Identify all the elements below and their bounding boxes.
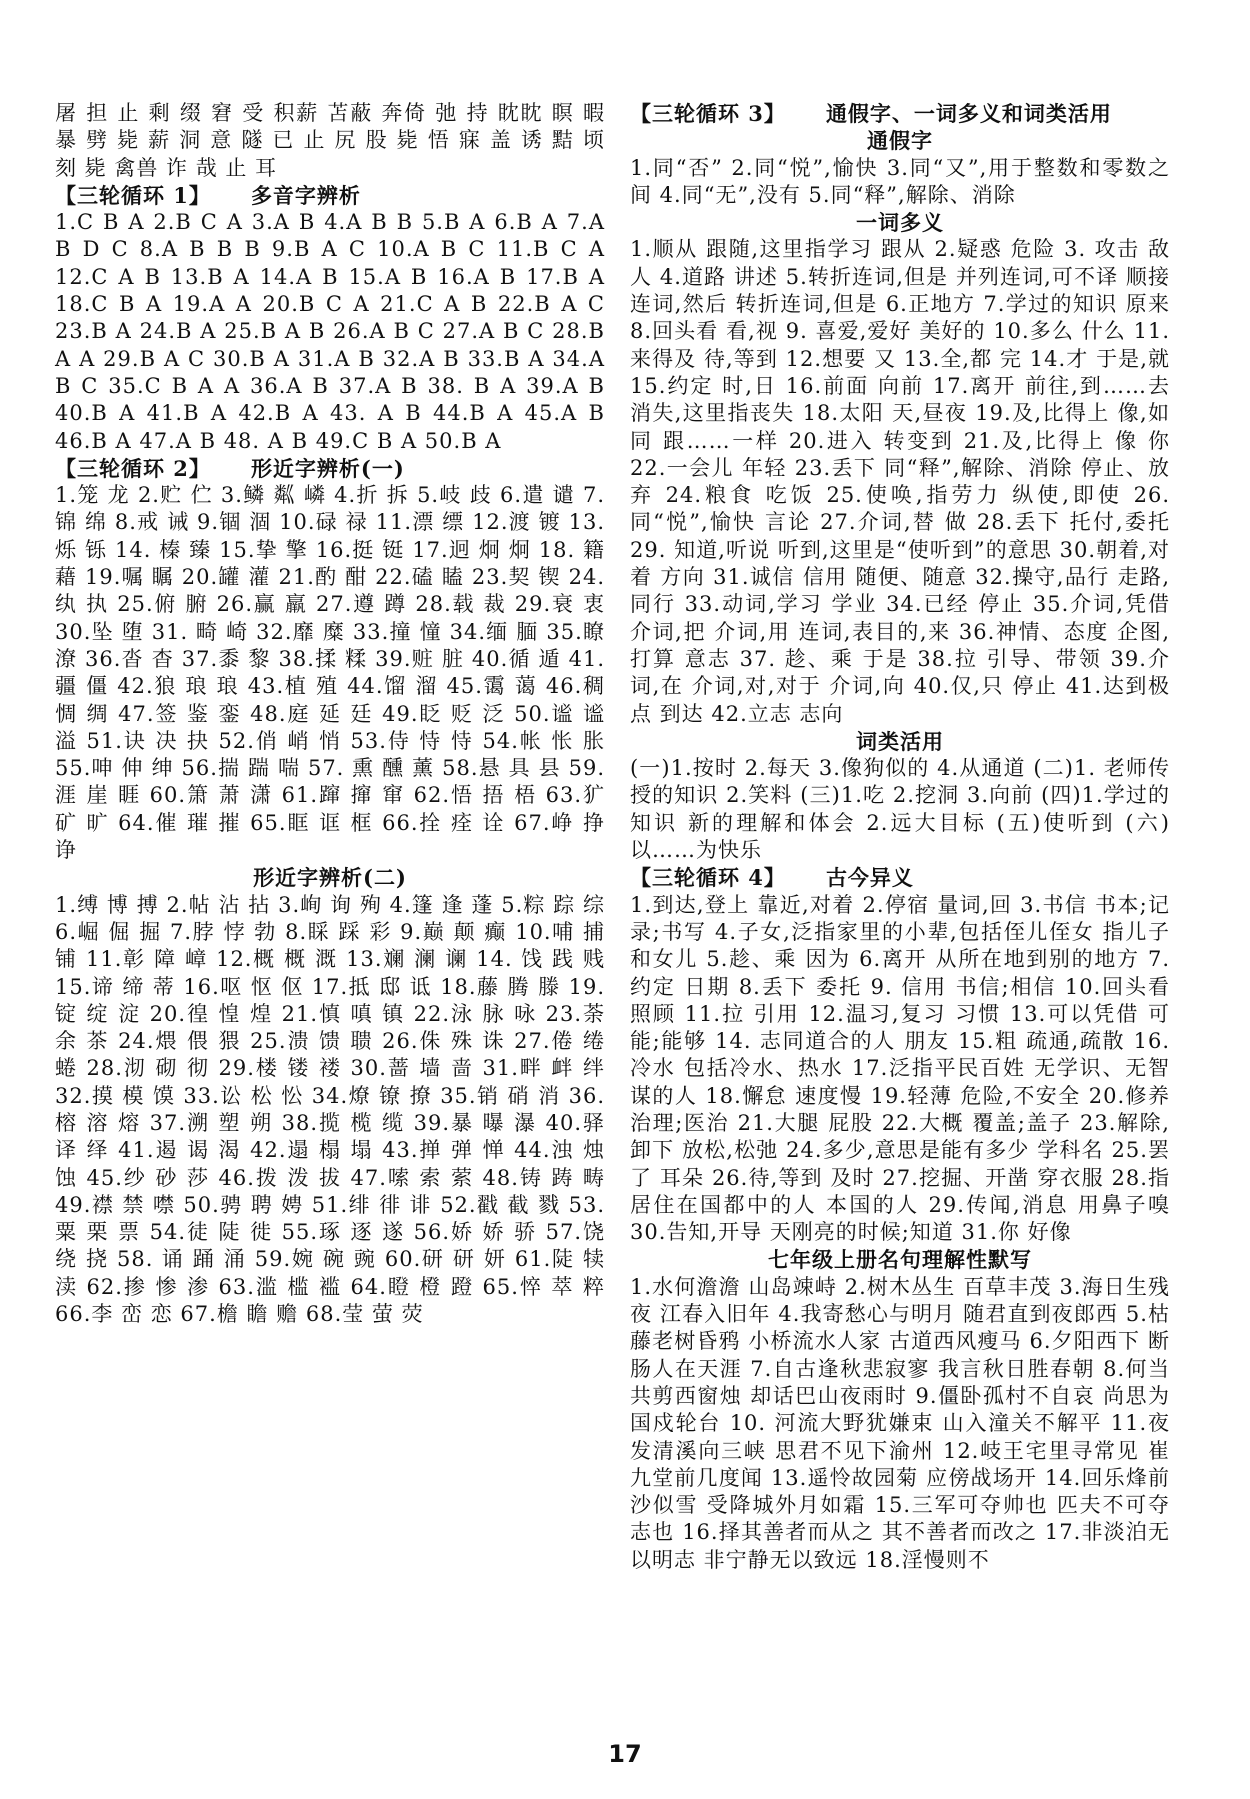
left-column: [55, 100, 605, 1328]
answer-paragraph: 1.到达,登上 靠近,对着 2.停宿 量词,回 3.书信 书本;记录;书写 4.子女,泛指家里的小辈,包括侄儿侄女 指儿子和女儿 5.趁、乘 因为 6.离开 从所在地到别的地方 7.约定 日期 8.丢下 委托 9. 信用 书信;相信 10.回头看 照顾 11.拉 引用 12.温习,复习 习惯 13.可以凭借 可能;能够 14. 志同道合的人 朋友 15.粗 疏通,疏散 16.冷水 包括冷水、热水 17.泛指平民百姓 无学识、无智谋的人 18.懈怠 速度慢 19.轻薄 危险,不安全 20.修养 治理;医治 21.大腿 屁股 22.大概 覆盖;盖子 23.解除,卸下 放松,松弛 24.多少,意思是能有多少 学科名 25.罢了 耳朵 26.待,等到 及时 27.挖掘、开凿 穿衣服 28.指居住在国都中的人 本国的人 29.传闻,消息 用鼻子嗅 30.告知,开导 天刚亮的时候;知道 31.你 好像: [630, 892, 1170, 1245]
subsection-title: 七年级上册名句理解性默写: [768, 1247, 1032, 1273]
answer-paragraph: 1.水何澹澹 山岛竦峙 2.树木丛生 百草丰茂 3.海日生残夜 江春入旧年 4.我寄愁心与明月 随君直到夜郎西 5.枯藤老树昏鸦 小桥流水人家 古道西风瘦马 6.夕阳西下 断肠人在天涯 7.自古逢秋悲寂寥 我言秋日胜春朝 8.何当共剪西窗烛 却话巴山夜雨时 9.僵卧孤村不自哀 尚思为国戍轮台 10. 河流大野犹嫌束 山入潼关不解平 11.夜发清溪向三峡 思君不见下渝州 12.岐王宅里寻常见 崔九堂前几度闻 13.遥怜故园菊 应傍战场开 14.回乐烽前沙似雪 受降城外月如霜 15.三军可夺帅也 匹夫不可夺志也 16.择其善者而从之 其不善者而改之 17.非淡泊无以明志 非宁静无以致远 18.淫慢则不: [630, 1274, 1170, 1572]
section-title: 形近字辨析(一): [250, 455, 405, 481]
answer-paragraph: 1.同“否” 2.同“悦”,愉快 3.同“又”,用于整数和零数之间 4.同“无”,没有 5.同“释”,解除、消除: [630, 155, 1170, 207]
right-column: [630, 100, 1170, 1574]
section-label: 【三轮循环 4】: [630, 865, 786, 891]
subsection-title: 一词多义: [856, 210, 944, 236]
answer-paragraph: 1.顺从 跟随,这里指学习 跟从 2.疑惑 危险 3. 攻击 敌人 4.道路 讲述 5.转折连词,但是 并列连词,可不译 顺接连词,然后 转折连词,但是 6.正地方 7.学过的知识 原来 8.回头看 看,视 9. 喜爱,爱好 美好的 10.多么 什么 11.来得及 待,等到 12.想要 又 13.全,都 完 14.才 于是,就 15.约定 时,日 16.前面 向前 17.离开 前往,到……去 消失,这里指丧失 18.太阳 天,昼夜 19.及,比得上 像,如同 跟……一样 20.进入 转变到 21.及,比得上 像 你 22.一会儿 年轻 23.丢下 同“释”,解除、消除 停止、放弃 24.粮食 吃饭 25.使唤,指劳力 纵使,即使 26.同“悦”,愉快 言论 27.介词,替 做 28.丢下 托付,委托 29. 知道,听说 听到,这里是“使听到”的意思 30.朝着,对着 方向 31.诚信 信用 随便、随意 32.操守,品行 走路,同行 33.动词,学习 学业 34.已经 停止 35.介词,凭借 介词,把 介词,用 连词,表目的,来 36.神情、态度 企图,打算 意志 37. 趁、乘 于是 38.拉 引导、带领 39.介词,在 介词,对,对于 介词,向 40.仅,只 停止 41.达到极点 到达 42.立志 志向: [630, 237, 1170, 726]
section-label: 【三轮循环 2】: [55, 455, 211, 481]
section-heading: [630, 864, 1170, 891]
section-heading: [55, 455, 605, 482]
section-title: 通假字、一词多义和词类活用: [825, 101, 1112, 126]
subsection-title: 通假字: [867, 128, 933, 154]
answer-paragraph: 1.C B A 2.B C A 3.A B 4.A B B 5.B A 6.B A 7.A B D C 8.A B B B 9.B A C 10.A B C 11.B C A 12.C A B 13.B A 14.A B 15.A B 16.A B 17.B A 18.C B A 19.A A 20.B C A 21.C A B 22.B A C 23.B A 24.B A 25.B A B 26.A B C 27.A B C 28.B A A 29.B A C 30.B A 31.A B 32.A B 33.B A 34.A B C 35.C B A A 36.A B 37.A B 38. B A 39.A B 40.B A 41.B A 42.B A 43. A B 44.B A 45.A B 46.B A 47.A B 48. A B 49.C B A 50.B A: [55, 210, 605, 453]
section-heading: [630, 100, 1170, 127]
section-heading: [55, 182, 605, 209]
page-number: 17: [608, 1740, 642, 1768]
answer-paragraph: 屠 担 止 剩 缀 窘 受 积薪 苫蔽 奔倚 弛 持 眈眈 瞑 暇 暴 劈 毙 薪 洞 意 隧 已 止 尻 股 毙 悟 寐 盖 诱 黠 顷 刻 毙 禽兽 诈 哉 止 耳: [55, 101, 605, 180]
subsection-title: 形近字辨析(二): [253, 865, 407, 891]
section-title: 多音字辨析: [250, 182, 361, 208]
answer-paragraph: 1.笼 龙 2.贮 伫 3.鳞 粼 嶙 4.折 拆 5.岐 歧 6.遣 谴 7.锦 绵 8.戒 诫 9.锢 涸 10.碌 禄 11.漂 缥 12.渡 镀 13.烁 铄 14. 榛 臻 15.挚 擎 16.挺 铤 17.迥 炯 炯 18. 籍 藉 19.嘱 瞩 20.罐 灌 21.酌 酣 22.磕 瞌 23.契 锲 24.纨 执 25.俯 腑 26.赢 羸 27.遵 蹲 28.载 裁 29.衰 衷 30.坠 堕 31. 畸 崎 32.靡 糜 33.撞 憧 34.缅 腼 35.瞭 潦 36.沓 杳 37.黍 黎 38.揉 糅 39.赃 脏 40.循 遁 41.疆 僵 42.狼 琅 琅 43.植 殖 44.馏 溜 45.霭 蔼 46.稠 惆 绸 47.签 鉴 銮 48.庭 延 廷 49.眨 贬 泛 50.谧 谧 溢 51.诀 决 抉 52.俏 峭 悄 53.侍 恃 恃 54.帐 怅 胀 55.呻 伸 绅 56.揣 踹 喘 57. 熏 醺 薰 58.悬 具 县 59.涯 崖 睚 60.箫 萧 潇 61.蹿 撺 窜 62.悟 捂 梧 63.犷 矿 旷 64.催 璀 摧 65.眶 诓 框 66.拴 痊 诠 67.峥 挣 诤: [55, 483, 605, 863]
section-label: 【三轮循环 1】: [55, 182, 211, 208]
subsection-title: 词类活用: [856, 728, 944, 754]
section-title: 古今异义: [825, 865, 914, 891]
section-label: 【三轮循环 3】: [630, 101, 786, 126]
answer-paragraph: (一)1.按时 2.每天 3.像狗似的 4.从通道 (二)1. 老师传授的知识 2.笑料 (三)1.吃 2.挖洞 3.向前 (四)1.学过的知识 新的理解和体会 2.远大目标 (五)使听到 (六)以……为快乐: [630, 756, 1170, 863]
answer-paragraph: 1.缚 博 搏 2.帖 沾 拈 3.峋 询 殉 4.篷 逢 蓬 5.粽 踪 综 6.崛 倔 掘 7.脖 悖 勃 8.睬 踩 彩 9.巅 颠 癫 10.哺 捕 铺 11.彰 障 嶂 12.概 概 溉 13.斓 澜 谰 14. 饯 践 贱 15.谛 缔 蒂 16.呕 怄 伛 17.抵 邸 诋 18.藤 腾 滕 19.锭 绽 淀 20.徨 惶 煌 21.慎 嗔 镇 22.泳 脉 咏 23.荼 余 茶 24.煨 偎 猥 25.溃 馈 聩 26.侏 殊 诛 27.倦 绻 蜷 28.沏 砌 彻 29.楼 镂 褛 30.蔷 墙 啬 31.畔 衅 绊 32.摸 模 馍 33.讼 松 忪 34.燎 镣 撩 35.销 硝 消 36. 榕 溶 熔 37.溯 塑 朔 38.揽 榄 缆 39.暴 曝 瀑 40.驿 译 绎 41.遏 谒 渴 42.遢 榻 塌 43.掸 弹 惮 44.浊 烛 蚀 45.纱 砂 莎 46.拨 泼 拔 47.嗦 索 萦 48.铸 踌 畴 49.襟 禁 噤 50.骋 聘 娉 51.绯 徘 诽 52.戳 截 戮 53.粟 栗 票 54.徒 陡 徙 55.琢 逐 遂 56.娇 娇 骄 57.饶 绕 挠 58. 诵 踊 涌 59.婉 碗 豌 60.研 研 妍 61.陡 犊 渎 62.掺 惨 渗 63.滥 槛 褴 64.瞪 橙 蹬 65.悴 萃 粹 66.李 峦 恋 67.檐 瞻 赡 68.莹 萤 荧: [55, 892, 605, 1327]
